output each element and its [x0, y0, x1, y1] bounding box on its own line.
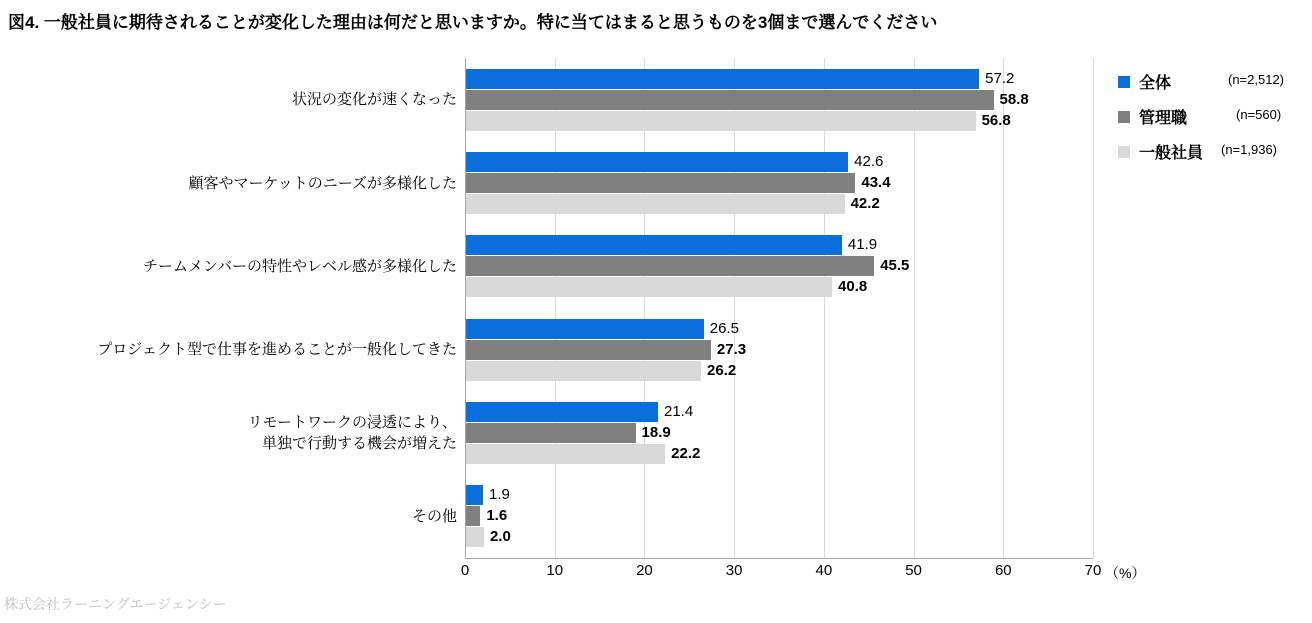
- x-axis-unit: （%）: [1105, 565, 1146, 581]
- category-label: [0, 173, 457, 194]
- category-label: [0, 506, 457, 527]
- bar-value-label: 1.9: [489, 486, 510, 504]
- legend-label: 管理職: [1139, 110, 1188, 127]
- category-label-line: リモートワークの浸透により、: [247, 414, 457, 431]
- y-axis-line: [465, 58, 466, 558]
- bar: [466, 527, 484, 547]
- bar-value-label: 18.9: [641, 424, 671, 441]
- gridline: [734, 58, 735, 558]
- x-tick-label: 30: [725, 562, 743, 579]
- bar-value-label: 42.2: [850, 195, 880, 212]
- category-label-line: プロジェクト型で仕事を進めることが一般化してきた: [97, 341, 457, 359]
- bar-value-label: 22.2: [671, 445, 701, 462]
- category-label-line: その他: [411, 507, 457, 525]
- category-label: [0, 256, 457, 277]
- x-tick-label: 40: [815, 562, 833, 579]
- legend-item: [1118, 107, 1308, 142]
- bar-group: [466, 402, 1093, 464]
- bar-value-label: 45.5: [880, 257, 910, 275]
- legend-swatch: [1118, 76, 1130, 88]
- x-axis-line: [465, 558, 1093, 559]
- bar-value-label: 21.4: [663, 403, 694, 420]
- legend-item: [1118, 72, 1308, 107]
- bar: [466, 173, 855, 193]
- bar: [466, 361, 701, 381]
- bar-group: [466, 235, 1093, 297]
- x-tick-label: 0: [460, 562, 470, 579]
- bar: [466, 69, 979, 89]
- legend-swatch: [1118, 146, 1130, 158]
- bar: [466, 277, 832, 297]
- bar-value-label: 42.6: [854, 153, 884, 170]
- legend-label: 全体: [1139, 75, 1172, 92]
- x-tick-label: 70: [1084, 562, 1102, 579]
- gridline: [824, 58, 825, 558]
- legend-sample-size: (n=1,936): [1221, 142, 1278, 157]
- bar-group: [466, 152, 1093, 214]
- category-label: [0, 89, 457, 110]
- bar-value-label: 41.9: [847, 236, 878, 254]
- legend: [1118, 72, 1308, 177]
- bar: [466, 402, 658, 422]
- bar: [466, 423, 636, 443]
- legend-sample-size: (n=2,512): [1228, 72, 1285, 87]
- gridline: [1093, 58, 1094, 558]
- category-label-line: 状況の変化が速くなった: [291, 91, 457, 109]
- category-label-line: 顧客やマーケットのニーズが多様化した: [188, 174, 457, 192]
- x-tick-label: 60: [994, 562, 1012, 579]
- bar: [466, 111, 976, 131]
- bar: [466, 340, 711, 360]
- bar-group: [466, 319, 1093, 381]
- category-label: [0, 339, 457, 360]
- gridline: [555, 58, 556, 558]
- bar: [466, 485, 483, 505]
- bar-value-label: 56.8: [981, 111, 1011, 129]
- bar-value-label: 57.2: [985, 69, 1015, 87]
- bar: [466, 90, 994, 110]
- bar-value-label: 43.4: [861, 174, 891, 191]
- gridline: [1003, 58, 1004, 558]
- category-label-line: チームメンバーの特性やレベル感が多様化した: [143, 257, 457, 275]
- legend-sample-size: (n=560): [1236, 107, 1282, 122]
- bar-value-label: 1.6: [486, 507, 508, 525]
- bar: [466, 506, 480, 526]
- bar-group: [466, 69, 1093, 131]
- x-tick-label: 10: [546, 562, 564, 579]
- x-tick-label: 50: [905, 562, 922, 579]
- bar: [466, 152, 848, 172]
- bar-value-label: 26.2: [707, 361, 737, 379]
- bar-group: [466, 485, 1093, 547]
- footer-credit: 株式会社ラーニングエージェンシー: [4, 596, 227, 612]
- bar-value-label: 2.0: [489, 528, 511, 546]
- legend-swatch: [1118, 111, 1130, 123]
- bar-value-label: 26.5: [709, 319, 739, 337]
- plot-area: [465, 58, 1093, 558]
- bar-value-label: 40.8: [838, 278, 868, 296]
- bar: [466, 194, 845, 214]
- gridline: [914, 58, 915, 558]
- legend-item: [1118, 142, 1308, 177]
- page-title: 図4. 一般社員に期待されることが変化した理由は何だと思いますか。特に当てはまると思うものを3個まで選んでください: [8, 13, 938, 32]
- bar: [466, 319, 704, 339]
- gridline: [644, 58, 645, 558]
- category-label-line: 単独で行動する機会が増えた: [261, 435, 457, 452]
- x-tick-label: 20: [636, 562, 653, 579]
- bar: [466, 235, 842, 255]
- legend-label: 一般社員: [1139, 145, 1204, 162]
- bar-value-label: 58.8: [999, 90, 1029, 108]
- bar: [466, 444, 665, 464]
- category-label: [0, 412, 457, 454]
- bar-value-label: 27.3: [716, 340, 747, 358]
- bar: [466, 256, 874, 276]
